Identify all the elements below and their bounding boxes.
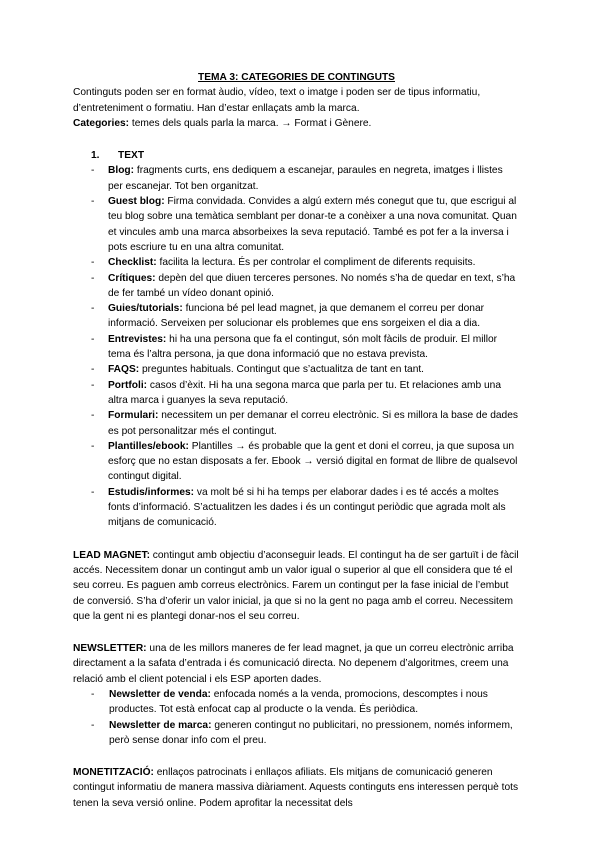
categories-label: Categories: xyxy=(73,117,130,129)
text-section-heading xyxy=(91,148,520,163)
newsletter-text: una de les millors maneres de fer lead magnet, ja que un correu electrònic arriba directament a la safata d’entrada i és comunicació directa. No depenem d’algoritmes, creem una relació amb el client potencial i els ESP aporten dades. xyxy=(73,643,514,685)
section-title: TEXT xyxy=(118,150,145,162)
item-term: Guest blog: xyxy=(108,196,165,208)
item-term: Formulari: xyxy=(108,410,159,422)
item-desc: casos d’èxit. Hi ha una segona marca que parla per tu. Et relaciones amb una altra marca i guanyes la seva reputació. xyxy=(108,379,501,406)
list-item xyxy=(73,378,520,409)
list-item xyxy=(73,408,520,439)
list-item xyxy=(73,332,520,363)
text-format-list xyxy=(73,163,520,530)
item-desc: facilita la lectura. És per controlar el compliment de diferents requisits. xyxy=(156,257,476,269)
item-desc: depèn del que diuen terceres persones. No només s’ha de quedar en text, s’ha de fer també un vídeo donant opinió. xyxy=(108,272,516,299)
item-term: Entrevistes: xyxy=(108,333,167,345)
item-desc: generen contingut no publicitari, no pressionem, només informem, però sense donar info com el preu. xyxy=(109,719,513,746)
item-term: Blog: xyxy=(108,165,135,177)
section-number: 1. xyxy=(91,150,100,162)
lead-magnet-label: LEAD MAGNET: xyxy=(73,549,150,561)
list-item xyxy=(73,362,520,377)
list-item xyxy=(73,301,520,332)
list-item xyxy=(73,718,520,749)
newsletter-label: NEWSLETTER: xyxy=(73,643,147,655)
monetitzacio-label: MONETITZACIÓ: xyxy=(73,767,154,779)
newsletter-list xyxy=(73,687,520,748)
item-term: Crítiques: xyxy=(108,272,156,284)
list-item xyxy=(73,194,520,255)
item-desc: Firma convidada. Convides a algú extern més conegut que tu, que escrigui al teu blog sobre una temàtica semblant per donar-te a conèixer a una nova comunitat. Quan et vincules amb una marca absorbeixes la seva reputació. També es pot fer a la inversa i pots escriure tu en una altra comunitat. xyxy=(108,196,517,253)
item-term: Portfoli: xyxy=(108,379,148,391)
item-desc: Plantilles → és probable que la gent et doni el correu, ja que suposa un esforç que no estan disposats a fer. Ebook → versió digital en format de llibre de qualsevol contingut digital. xyxy=(108,440,518,483)
item-desc: necessitem un per demanar el correu electrònic. Si es millora la base de dades es pot personalitzar més el contingut. xyxy=(108,410,518,437)
lead-magnet-paragraph xyxy=(73,548,520,624)
spacer xyxy=(73,748,520,765)
list-item xyxy=(73,163,520,194)
list-item xyxy=(73,271,520,302)
intro-paragraph: Continguts poden ser en format àudio, vídeo, text o imatge i poden ser de tipus informatiu, d’entreteniment o formatiu. Han d’estar enllaçats amb la marca. xyxy=(73,87,481,114)
item-term: Plantilles/ebook: xyxy=(108,440,189,452)
spacer xyxy=(73,131,520,148)
list-item xyxy=(73,255,520,270)
item-term: Guies/tutorials: xyxy=(108,303,183,315)
item-term: FAQS: xyxy=(108,364,140,376)
item-desc: preguntes habituals. Contingut que s’actualitza de tant en tant. xyxy=(139,364,425,376)
monetitzacio-text: enllaços patrocinats i enllaços afiliats. Els mitjans de comunicació generen contingut informatiu de manera massiva diàriament. Aquests continguts ens interessen perquè tots tenen la seva versió online. Podem aprofitar la necessitat dels xyxy=(73,767,519,809)
newsletter-paragraph xyxy=(73,641,520,687)
item-term: Newsletter de venda: xyxy=(109,688,211,700)
item-desc: funciona bé pel lead magnet, ja que demanem el correu per donar informació. Serveixen per solucionar els problemes que ens sorgeixen el dia a dia. xyxy=(108,303,485,330)
item-desc: va molt bé si hi ha temps per elaborar dades i es té accés a moltes fonts d’informació. S’actualitzen les dades i és un contingut periòdic que agrada molt als mitjans de comunicació. xyxy=(108,486,506,529)
item-term: Estudis/informes: xyxy=(108,486,195,498)
item-desc: enfocada només a la venda, promocions, descomptes i nous productes. Tot està enfocat cap al producte o la venda. És periòdica. xyxy=(109,688,488,716)
item-term: Checklist: xyxy=(108,257,157,269)
document-content xyxy=(73,70,520,811)
spacer xyxy=(73,531,520,548)
categories-text: temes dels quals parla la marca. → Format i Gènere. xyxy=(129,117,372,129)
list-item xyxy=(73,485,520,531)
item-term: Newsletter de marca: xyxy=(109,719,212,731)
categories-paragraph xyxy=(73,116,520,131)
item-desc: fragments curts, ens dediquem a escanejar, paraules en negreta, imatges i llistes per escanejar. Tot ben organitzat. xyxy=(108,165,503,192)
monetitzacio-paragraph xyxy=(73,765,520,811)
lead-magnet-text: contingut amb objectiu d’aconseguir leads. El contingut ha de ser gartuït i de fàcil accés. Necessitem donar un contingut amb un valor igual o superior al que ell considera que té el seu correu. Es paguen amb correus electrònics. Farem un contingut per la fase inicial de l’embut de conversió. S’ha d’oferir un valor inicial, ja que si no la gent no paga amb el correu. Necessitem que la gent ni es plantegi donar-nos el seu correu. xyxy=(73,549,519,622)
spacer xyxy=(73,624,520,641)
item-desc: hi ha una persona que fa el contingut, són molt fàcils de produir. El millor tema és l’altra persona, ja que dona informació que no estava prevista. xyxy=(108,333,498,361)
page-title: TEMA 3: CATEGORIES DE CONTINGUTS xyxy=(198,72,395,83)
list-item xyxy=(73,439,520,485)
list-item xyxy=(73,687,520,718)
